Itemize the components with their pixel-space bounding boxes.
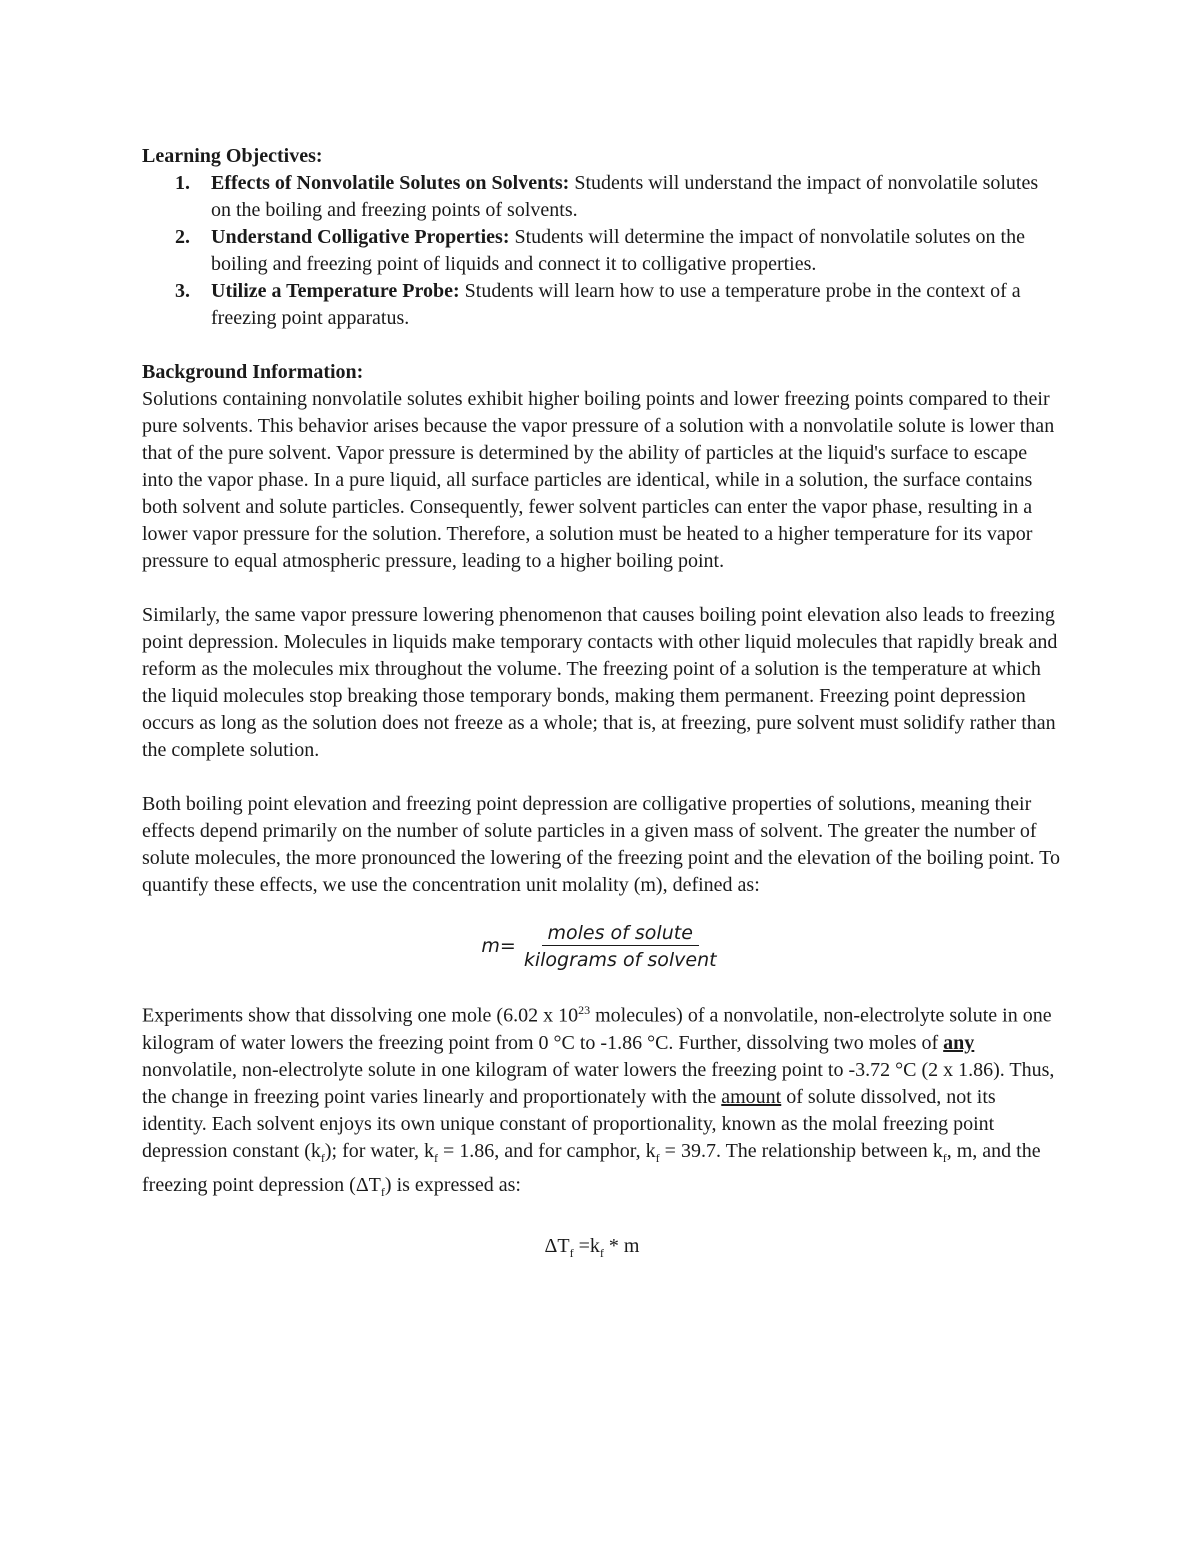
objective-number: 2. xyxy=(175,226,190,248)
objective-number: 1. xyxy=(175,172,190,194)
emphasis-amount: amount xyxy=(721,1085,782,1108)
objective-number: 3. xyxy=(175,280,190,302)
document-page xyxy=(142,143,1062,1267)
objective-item xyxy=(142,170,1062,224)
formula-fraction xyxy=(518,922,723,971)
objective-text: Students will understand the impact of nonvolatile solutes on the boiling and freezing points of solvents. xyxy=(211,172,1039,221)
background-paragraph-3: Both boiling point elevation and freezing point depression are colligative properties of solutions, meaning their effects depend primarily on the number of solute particles in a given mass of solvent. The greater the number of solute molecules, the more pronounced the lowering of the freezing point and the elevation of the boiling point. To quantify these effects, we use the concentration unit molality (m), defined as: xyxy=(142,793,1060,896)
objective-title: Understand Colligative Properties: xyxy=(211,226,510,248)
background-section xyxy=(142,359,1062,1267)
background-paragraph-4: Experiments show that dissolving one mole (6.02 x $10^{23}$ molecules) of a nonvolatile, non-electrolyte solute in one kilogram of water lowers the freezing point from 0 °C to -1.86 °C. Further, dissolving two moles of any nonvolatile, non-electrolyte solute in one kilogram of water lowers the freezing point to -3.72 °C (2 x 1.86). Thus, the change in freezing point varies linearly and proportionately with the amount of solute dissolved, not its identity. Each solvent enjoys its own unique constant of proportionality, known as the molal freezing point depression constant $(k_f)$; for water, $k_f = 1.86$, and for camphor, $k_f = 39.7$. The relationship between $k_f$, m, and the freezing point depression $(\Delta T_f)$ is expressed as: xyxy=(142,1003,1055,1199)
exponent: 23 xyxy=(578,1003,591,1017)
objectives-list xyxy=(142,170,1062,332)
objective-title: Utilize a Temperature Probe: xyxy=(211,280,460,302)
objective-item xyxy=(142,278,1062,332)
formula-lhs: m= xyxy=(481,935,516,957)
objective-item xyxy=(142,224,1062,278)
learning-objectives-heading: Learning Objectives: xyxy=(142,145,323,167)
objective-title: Effects of Nonvolatile Solutes on Solvents: xyxy=(211,172,570,194)
objective-text: Students will determine the impact of nonvolatile solutes on the boiling and freezing point of liquids and connect it to colligative properties. xyxy=(211,226,1025,275)
formula-denominator: kilograms of solvent xyxy=(523,948,717,971)
molality-formula xyxy=(142,915,1062,977)
background-paragraph-2: Similarly, the same vapor pressure lowering phenomenon that causes boiling point elevation also leads to freezing point depression. Molecules in liquids make temporary contacts with other liquid molecules that rapidly break and reform as the molecules mix throughout the volume. The freezing point of a solution is the temperature at which the liquid molecules stop breaking those temporary bonds, making them permanent. Freezing point depression occurs as long as the solution does not freeze as a whole; that is, at freezing, pure solvent must solidify rather than the complete solution. xyxy=(142,604,1058,761)
background-heading: Background Information: xyxy=(142,361,364,383)
freezing-point-depression-formula: $\Delta T_f =k_f * m$ xyxy=(544,1234,640,1260)
emphasis-any: any xyxy=(943,1031,975,1054)
background-paragraph-1: Solutions containing nonvolatile solutes exhibit higher boiling points and lower freezing points compared to their pure solvents. This behavior arises because the vapor pressure of a solution with a nonvolatile solute is lower than that of the pure solvent. Vapor pressure is determined by the ability of particles at the liquid's surface to escape into the vapor phase. In a pure liquid, all surface particles are identical, while in a solution, the surface contains both solvent and solute particles. Consequently, fewer solvent particles can enter the vapor phase, resulting in a lower vapor pressure for the solution. Therefore, a solution must be heated to a higher temperature for its vapor pressure to equal atmospheric pressure, leading to a higher boiling point. xyxy=(142,388,1055,572)
objective-text: Students will learn how to use a temperature probe in the context of a freezing point apparatus. xyxy=(211,280,1021,329)
formula-numerator: moles of solute xyxy=(542,922,699,946)
